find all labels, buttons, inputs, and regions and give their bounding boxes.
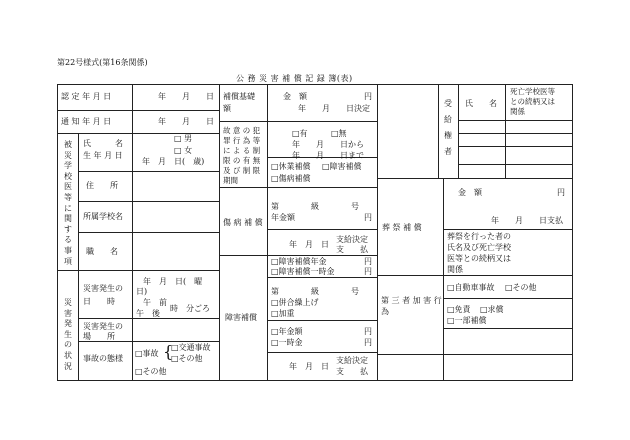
kankei-label-3: 関係 (510, 107, 525, 116)
hassei-date-value[interactable]: 年 月 日( 曜 (143, 277, 203, 286)
kotsu-jiko-checkbox[interactable]: □交通事故 (171, 343, 211, 352)
shogai-grade[interactable]: 第 級 号 (271, 287, 359, 296)
shogai-hosho-checkbox[interactable]: □障害補償 (322, 162, 362, 171)
jusho-label: 住 所 (86, 181, 118, 190)
shobyo-hosho-checkbox[interactable]: □傷病補償 (271, 174, 311, 183)
nenkingaku-yen: 円 (364, 327, 372, 336)
kyusho-checkbox[interactable]: □求償 (480, 305, 504, 314)
nenkingaku-checkbox[interactable]: □年金額 (271, 327, 303, 336)
shobyo-nenkin-label: 年金額 (271, 213, 295, 222)
jukyu-kensha-label: 受給権者 (444, 99, 452, 156)
hoshu-kiso-label-2: 額 (223, 104, 231, 113)
sosai-note-2: 氏名及び死亡学校 (447, 243, 511, 252)
kiso-yen-unit: 円 (364, 92, 372, 101)
sosai-kingaku-label: 金 額 (458, 188, 482, 197)
seigen-label-4: 限 の 有 無 (223, 156, 261, 165)
form-number: 第22号様式(第16条関係) (57, 58, 148, 67)
hassei-nichiji-label-1: 災害発生の (83, 284, 123, 293)
shobyo-hosho-label: 傷 病 補 償 (223, 218, 263, 227)
gender-male-checkbox[interactable]: □ 男 (174, 134, 193, 143)
seinen-label: 生 年 月 日 (83, 151, 123, 160)
shogai-shikyu-date[interactable]: 年 月 日 (289, 362, 329, 371)
brace-icon: { (163, 342, 174, 361)
hoshu-kiso-label-1: 補償基礎 (223, 92, 255, 101)
seigen-to-date[interactable]: 年 月 日まで (292, 151, 364, 160)
seigen-from-date[interactable]: 年 月 日から (292, 140, 364, 149)
page-title: 公 務 災 害 補 償 記 録 簿(表) (236, 74, 353, 83)
sosai-note-1: 葬祭を行った者の (447, 232, 511, 241)
ichibu-hosho-checkbox[interactable]: □一部補償 (447, 316, 487, 325)
jidosha-jiko-checkbox[interactable]: □自動車事故 (447, 283, 495, 292)
shogai-shikyu-kettei: 支給決定 (336, 356, 368, 365)
shobyo-grade[interactable]: 第 級 号 (271, 202, 359, 211)
seigen-label-6: 期間 (223, 176, 238, 185)
taiyou-sonota-checkbox[interactable]: □その他 (135, 367, 167, 376)
shobyo-shikyu-kettei: 支給決定 (336, 235, 368, 244)
shogai-shiharai: 支 払 (336, 367, 368, 376)
shogai-ichiji-yen: 円 (364, 267, 372, 276)
ichijikin-yen: 円 (364, 338, 372, 347)
gender-female-checkbox[interactable]: □ 女 (174, 146, 193, 155)
shobyo-shikyu-date[interactable]: 年 月 日 (289, 240, 329, 249)
daisansha-label-1: 第 三 者 加 害 行 (381, 296, 442, 305)
ichijikin-checkbox[interactable]: □一時金 (271, 338, 303, 347)
seigen-label-1: 故 意 の 犯 (223, 126, 261, 135)
jiko-sonota-checkbox[interactable]: □その他 (171, 354, 203, 363)
seigen-ari-checkbox[interactable]: □有 (292, 129, 308, 138)
tsuchi-date-label: 通 知 年 月 日 (61, 117, 112, 126)
saigai-section-label: 災害発生の状況 (64, 298, 72, 371)
seigen-nashi-checkbox[interactable]: □無 (331, 129, 347, 138)
seigen-label-2: 罪 行 為 等 (223, 136, 261, 145)
gozen-label: 午 前 (143, 298, 167, 307)
sosai-hosho-label: 葬 祭 補 償 (382, 223, 422, 232)
hassei-time-value[interactable]: 時 分ごろ (170, 304, 210, 313)
sosai-shiharai-date[interactable]: 年 月 日支払 (491, 216, 563, 225)
shokumei-label: 職 名 (86, 247, 118, 256)
hisai-section-label: 被災学校医等に関する事項 (64, 140, 72, 266)
menseki-checkbox[interactable]: □免責 (447, 305, 471, 314)
shimei-label: 氏 名 (83, 139, 123, 148)
basho-label-2: 場 所 (83, 332, 115, 341)
basho-label-1: 災害発生の (83, 322, 123, 331)
birth-date-value[interactable]: 年 月 日( 歳) (142, 157, 205, 166)
sosai-note-4: 関係 (447, 265, 463, 274)
kiso-kettei-date[interactable]: 年 月 日決定 (298, 104, 370, 113)
jiko-checkbox[interactable]: □事故 (135, 349, 159, 358)
jukyu-shimei-label: 氏 名 (465, 99, 497, 108)
shogai-nenkin-yen: 円 (364, 257, 372, 266)
shogai-ichiji-checkbox[interactable]: □障害補償一時金 (271, 267, 335, 276)
heigo-kuriage-checkbox[interactable]: □併合繰上げ (271, 298, 319, 307)
sosai-yen-unit: 円 (557, 188, 565, 197)
seigen-label-3: に よ る 制 (223, 146, 261, 155)
hassei-date-value-2: 日) (136, 287, 148, 296)
seigen-label-5: 及 び 制 限 (223, 166, 261, 175)
gakko-label: 所属学校名 (83, 212, 123, 221)
kaju-checkbox[interactable]: □加重 (271, 309, 295, 318)
kiso-kingaku-label: 金 額 (283, 92, 307, 101)
shobyo-shiharai: 支 払 (336, 245, 368, 254)
shogai-nenkin-checkbox[interactable]: □障害補償年金 (271, 257, 327, 266)
nintei-date-value[interactable]: 年 月 日 (158, 92, 214, 101)
gogo-label: 午 後 (136, 309, 160, 318)
shogai-hosho-label: 障害補償 (225, 313, 257, 322)
kankei-label-2: との続柄又は (510, 97, 555, 106)
nintei-date-label: 認 定 年 月 日 (61, 92, 112, 101)
taiyou-label: 事故の態様 (83, 354, 123, 363)
tsuchi-date-value[interactable]: 年 月 日 (158, 117, 214, 126)
kyugyo-hosho-checkbox[interactable]: □休業補償 (271, 162, 311, 171)
sosai-note-3: 医等との続柄又は (447, 254, 511, 263)
daisansha-label-2: 為 (381, 307, 389, 316)
hassei-nichiji-label-2: 日 時 (83, 297, 115, 306)
daisansha-sonota-checkbox[interactable]: □その他 (505, 283, 537, 292)
shobyo-yen-unit: 円 (364, 213, 372, 222)
kankei-label-1: 死亡学校医等 (510, 87, 555, 96)
